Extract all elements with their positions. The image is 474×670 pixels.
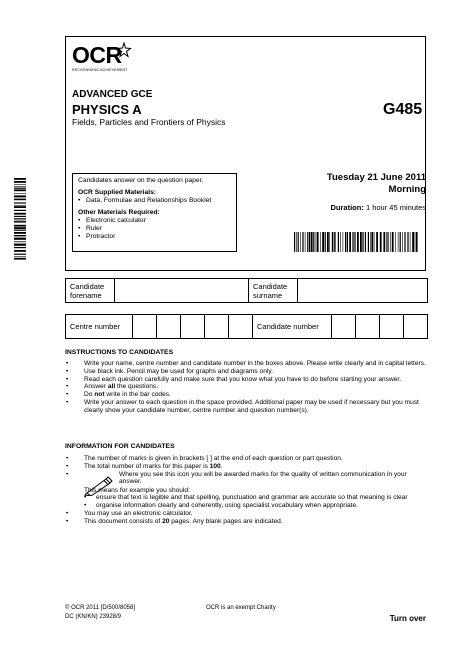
barcode-bar [14,244,26,246]
surname-label: Candidate surname [249,279,298,303]
barcode-bar [14,225,26,227]
barcode-bar [352,232,353,252]
barcode-bar [313,232,314,252]
barcode-bar [14,189,26,191]
barcode-bar [386,232,387,252]
instructions-title: INSTRUCTIONS TO CANDIDATES [65,349,174,356]
barcode-bar [390,232,391,252]
exam-session: Morning [388,184,426,195]
barcode-bar [300,232,301,252]
information-item: • The number of marks is given in brackets [ ] at the end of each question or part question. [65,455,431,463]
barcode-bar [376,232,378,252]
turn-over: Turn over [389,614,426,623]
information-item: • You may use an electronic calculator. [65,510,431,518]
required-item: • Ruler [78,225,231,233]
centre-digit-box[interactable] [205,315,229,339]
centre-digit-box[interactable] [133,315,157,339]
unit-title: Fields, Particles and Frontiers of Physics [72,117,226,127]
barcode-bar [380,232,382,252]
materials-intro: Candidates answer on the question paper. [78,177,204,184]
barcode-bar [14,199,26,200]
charity-note: OCR is an exempt Charity [206,605,276,611]
page-count-prefix: This document consists of [84,517,163,525]
barcode-bar [14,181,26,183]
barcode-bar [410,232,411,252]
candidate-number-table [65,314,428,339]
centre-digit-box[interactable] [181,315,205,339]
barcode-bar [370,232,371,252]
centre-number-label: Centre number [66,315,133,339]
required-item: • Protractor [78,233,231,241]
materials-box [72,173,237,252]
information-item [65,463,431,471]
barcode-bar [14,256,26,257]
barcode-bar [347,232,348,252]
barcode-bar [398,232,399,252]
forename-label: Candidate forename [66,279,115,303]
candidate-number-label: Candidate number [253,315,332,339]
total-marks-prefix: The total number of marks for this paper is [84,462,210,470]
barcode-bar [400,232,401,252]
barcode-bar [14,206,26,208]
barcode-bar [340,232,341,252]
pencil-icon [84,474,114,496]
barcode-bar [296,232,297,252]
barcode-bar [371,232,373,252]
barcode-bar [365,232,366,252]
barcode-bar [14,218,26,219]
instruction-item: • Do not write in the bar codes. [65,391,431,399]
information-item: • Where you see this icon you will be awarded marks for the quality of written communication in your answer. [65,471,431,487]
unit-code: G485 [383,101,423,118]
forename-field[interactable] [115,279,249,303]
exam-duration [331,203,426,212]
instructions-list [65,360,431,415]
barcode-bar [14,221,26,222]
barcode-bar [335,232,336,252]
barcode-bar [14,205,26,206]
barcode-bar [349,232,351,252]
barcode-bar [362,232,363,252]
information-item [65,518,431,526]
barcode-bar [14,258,26,260]
barcode-bar [14,254,26,255]
barcode-bar [14,178,26,180]
barcode-bar [357,232,359,252]
instruction-item: • Write your name, centre number and candidate number in the boxes above. Please write clearly and in capital letters. [65,360,431,368]
barcode-bar [329,232,330,252]
candidate-digit-box[interactable] [380,315,404,339]
barcode-bar [294,232,295,252]
barcode-bar [305,232,306,252]
centre-digit-box[interactable] [229,315,253,339]
barcode-bar [14,222,26,223]
barcode-bar [412,232,414,252]
horizontal-barcode [294,232,418,252]
barcode-bar [14,213,26,215]
barcode-bar [316,232,317,252]
barcode-bar [14,186,26,187]
barcode-bar [14,195,26,197]
barcode-bar [14,188,26,189]
total-marks-suffix: . [220,462,223,470]
barcode-bar [14,227,26,229]
logo-star-icon [116,42,132,58]
barcode-bar [415,232,416,252]
barcode-bar [395,232,396,252]
logo-tagline: RECOGNISING ACHIEVEMENT [72,68,128,72]
subject-title: PHYSICS A [72,102,142,117]
exam-date: Tuesday 21 June 2011 [326,172,426,183]
barcode-bar [388,232,389,252]
emphasis: not [94,391,105,399]
instruction-item: • Answer all the questions. [65,383,431,391]
ocr-logo [72,42,128,72]
barcode-bar [345,232,346,252]
barcode-bar [404,232,405,252]
vertical-barcode [14,178,26,260]
required-item: • Electronic calculator [78,217,231,225]
candidate-digit-box[interactable] [332,315,356,339]
barcode-bar [14,235,26,236]
barcode-bar [416,232,418,252]
barcode-bar [327,232,329,252]
barcode-bar [311,232,313,252]
copyright: © OCR 2011 [D/500/8058] [65,605,136,611]
barcode-bar [14,241,26,242]
barcode-bar [14,216,26,217]
candidate-digit-box[interactable] [356,315,380,339]
barcode-bar [368,232,369,252]
candidate-name-table [65,278,428,303]
emphasis: all [107,383,116,391]
barcode-bar [320,232,321,252]
barcode-bar [14,203,26,204]
barcode-bar [322,232,324,252]
barcode-bar [14,202,26,203]
barcode-bar [14,210,26,211]
barcode-bar [392,232,394,252]
barcode-bar [14,237,26,238]
supplied-title: OCR Supplied Materials: [78,189,157,196]
instruction-item: • Use black ink. Pencil may be used for graphs and diagrams only. [65,368,431,376]
barcode-bar [317,232,319,252]
barcode-bar [298,232,299,252]
duration-label: Duration: [330,203,364,212]
barcode-bar [14,238,26,240]
barcode-bar [374,232,375,252]
total-marks-value: 100 [209,462,221,470]
surname-field[interactable] [298,279,428,303]
barcode-bar [14,193,26,194]
barcode-bar [343,232,344,252]
centre-digit-box[interactable] [157,315,181,339]
means-text: This means for example you should: [84,486,190,494]
barcode-bar [307,232,308,252]
barcode-bar [14,184,26,185]
instruction-item: • Read each question carefully and make sure that you know what you have to do before starting your answer. [65,376,431,384]
duration-value: 1 hour 45 minutes [365,203,426,212]
barcode-bar [355,232,356,252]
logo-text: OCR [72,42,122,68]
barcode-bar [14,232,26,234]
required-title: Other Materials Required: [78,209,160,216]
barcode-bar [325,232,326,252]
barcode-bar [360,232,362,252]
candidate-digit-box[interactable] [404,315,428,339]
page-count-suffix: pages. Any blank pages are indicated. [169,517,283,525]
means-item: • organise information clearly and coherently, using specialist vocabulary when appropriate. [65,502,431,510]
barcode-bar [402,232,403,252]
barcode-bar [14,230,26,231]
barcode-bar [309,232,310,252]
means-item: • ensure that text is legible and that spelling, punctuation and grammar are accurate so that meaning is clear [65,494,431,502]
barcode-bar [302,232,303,252]
information-list [65,455,431,526]
barcode-bar [353,232,354,252]
barcode-bar [14,250,26,252]
supplied-item: • Data, Formulae and Relationships Booklet [78,197,231,205]
barcode-bar [14,247,26,248]
barcode-bar [14,198,26,199]
barcode-bar [332,232,333,252]
information-title: INFORMATION FOR CANDIDATES [65,443,175,450]
instruction-item: • Write your answer to each question in the space provided. Additional paper may be used if necessary but you must clearly show your candidate number, centre number and question number(s). [65,399,431,415]
page-count-value: 20 [162,517,170,525]
barcode-bar [14,243,26,244]
document-ref: DC (KN/KN) 23928/9 [65,614,122,620]
qualification-title: ADVANCED GCE [72,89,153,100]
barcode-bar [407,232,408,252]
barcode-bar [334,232,335,252]
barcode-bar [383,232,385,252]
barcode-bar [338,232,339,252]
